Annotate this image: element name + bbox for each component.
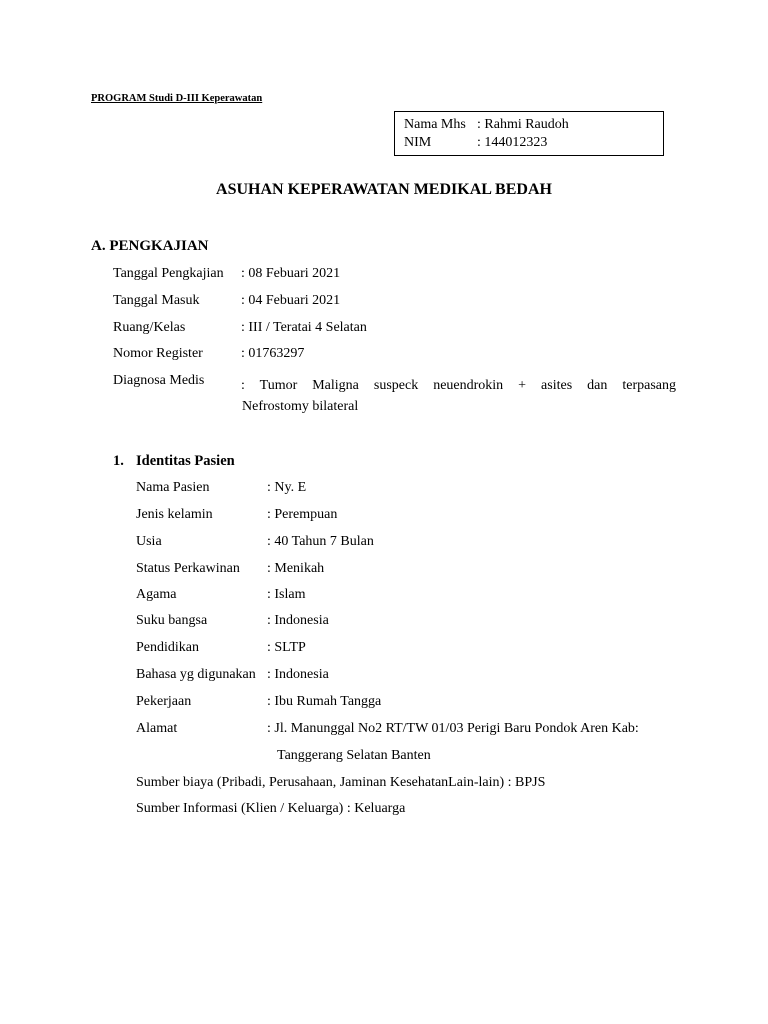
student-nim-value: : 144012323 — [477, 135, 548, 150]
field-value-cont: Tanggerang Selatan Banten — [277, 748, 431, 763]
identitas-heading: Identitas Pasien — [136, 453, 235, 469]
diagnosa-label: Diagnosa Medis — [113, 373, 205, 388]
field-label: Alamat — [136, 721, 178, 736]
diagnosa-value-cont: Nefrostomy bilateral — [242, 399, 359, 414]
field-value: : 01763297 — [241, 346, 305, 361]
field-label: Nama Pasien — [136, 480, 210, 495]
field-label: Agama — [136, 587, 177, 602]
field-value: : SLTP — [267, 640, 306, 655]
field-label: Bahasa yg digunakan — [136, 667, 256, 682]
field-value: : Indonesia — [267, 667, 329, 682]
field-label: Tanggal Masuk — [113, 293, 200, 308]
field-label: Jenis kelamin — [136, 507, 213, 522]
student-nim-label: NIM — [404, 135, 432, 150]
field-label: Ruang/Kelas — [113, 320, 186, 335]
field-value: : 40 Tahun 7 Bulan — [267, 534, 374, 549]
field-value: : III / Teratai 4 Selatan — [241, 320, 367, 335]
document-title: ASUHAN KEPERAWATAN MEDIKAL BEDAH — [216, 181, 552, 198]
student-id-box — [394, 111, 664, 156]
diagnosa-value: : Tumor Maligna suspeck neuendrokin + asites dan terpasang — [241, 378, 676, 393]
sumber-biaya: Sumber biaya (Pribadi, Perusahaan, Jaminan KesehatanLain-lain) : BPJS — [136, 775, 546, 790]
field-label: Tanggal Pengkajian — [113, 266, 224, 281]
program-label: PROGRAM Studi D-III Keperawatan — [91, 93, 263, 104]
field-label: Nomor Register — [113, 346, 203, 361]
field-value: : Jl. Manunggal No2 RT/TW 01/03 Perigi Baru Pondok Aren Kab: — [267, 721, 639, 736]
field-label: Status Perkawinan — [136, 561, 240, 576]
student-name-label: Nama Mhs — [404, 117, 466, 132]
section-a-heading: A. PENGKAJIAN — [91, 238, 209, 254]
field-label: Suku bangsa — [136, 613, 208, 628]
field-value: : Islam — [267, 587, 306, 602]
sumber-informasi: Sumber Informasi (Klien / Keluarga) : Keluarga — [136, 801, 406, 816]
field-value: : Ibu Rumah Tangga — [267, 694, 382, 709]
field-label: Pekerjaan — [136, 694, 192, 709]
student-name-value: : Rahmi Raudoh — [477, 117, 569, 132]
field-value: : Ny. E — [267, 480, 307, 495]
field-value: : 08 Febuari 2021 — [241, 266, 341, 281]
field-label: Usia — [136, 534, 162, 549]
field-value: : Indonesia — [267, 613, 329, 628]
identitas-number: 1. — [113, 453, 124, 469]
field-value: : Menikah — [267, 561, 325, 576]
field-value: : Perempuan — [267, 507, 338, 522]
field-value: : 04 Febuari 2021 — [241, 293, 341, 308]
field-label: Pendidikan — [136, 640, 199, 655]
